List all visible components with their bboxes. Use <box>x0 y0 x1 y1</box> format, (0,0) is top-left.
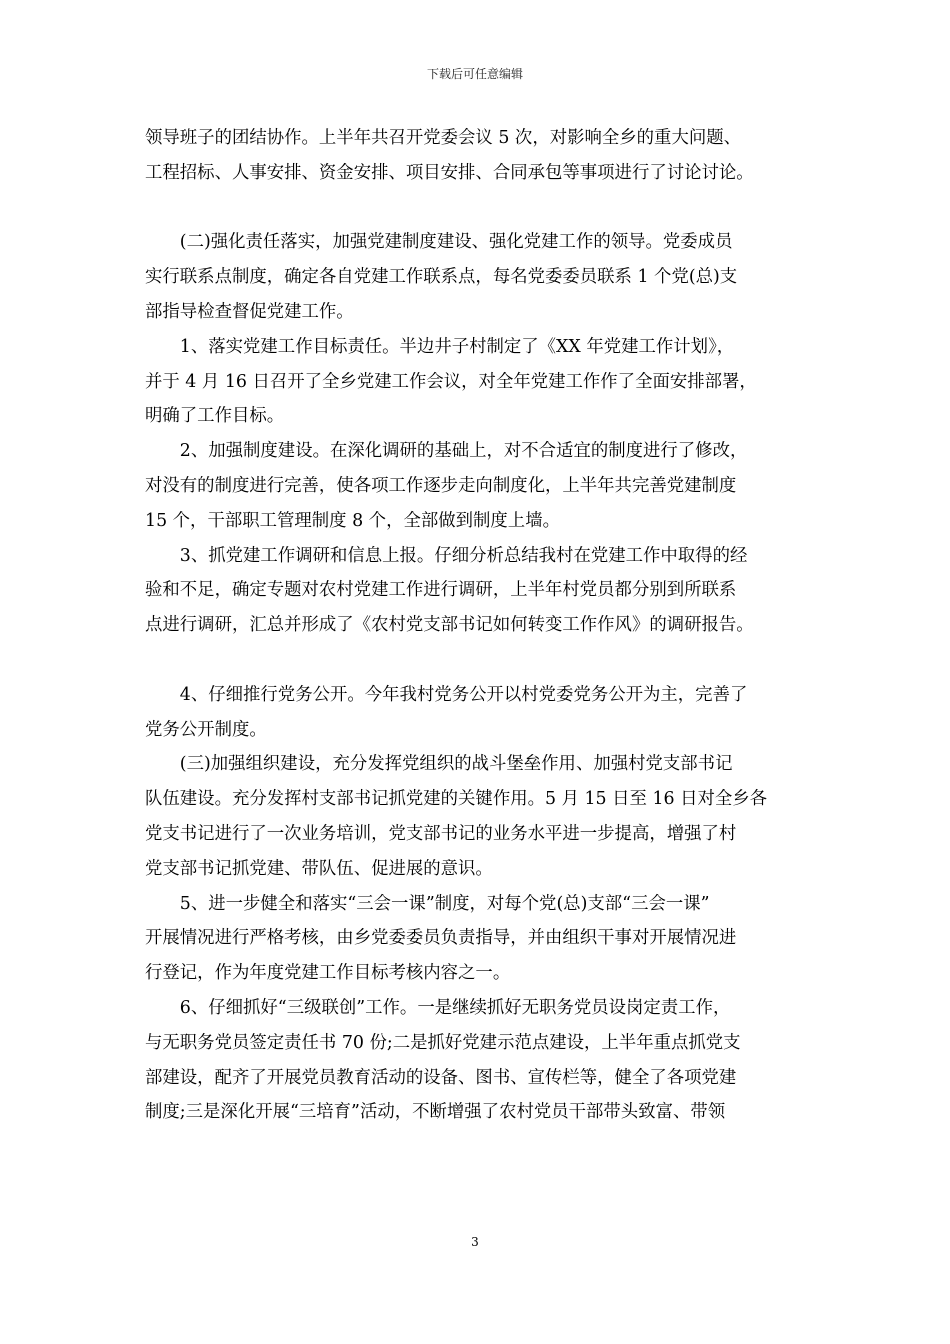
text-line: 党支书记进行了一次业务培训，党支部书记的业务水平进一步提高，增强了村 <box>145 823 737 844</box>
text-line: 点进行调研，汇总并形成了《农村党支部书记如何转变工作作风》的调研报告。 <box>145 615 754 636</box>
text-line: 对没有的制度进行完善，使各项工作逐步走向制度化，上半年共完善党建制度 <box>145 475 737 496</box>
page-header: 下载后可任意编辑 <box>426 67 523 81</box>
text-line: 制度;三是深化开展“三培育”活动，不断增强了农村党员干部带头致富、带领 <box>145 1102 726 1123</box>
text-line: 实行联系点制度，确定各自党建工作联系点，每名党委委员联系 1 个党(总)支 <box>145 267 738 288</box>
text-line: 15 个，干部职工管理制度 8 个，全部做到制度上墙。 <box>145 510 560 531</box>
text-line: 4、仔细推行党务公开。今年我村党务公开以村党委党务公开为主，完善了 <box>145 684 748 705</box>
text-line: 队伍建设。充分发挥村支部书记抓党建的关键作用。5 月 15 日至 16 日对全乡各 <box>145 789 768 810</box>
text-line: 3、抓党建工作调研和信息上报。仔细分析总结我村在党建工作中取得的经 <box>145 545 748 566</box>
paragraph-gap <box>145 643 817 678</box>
text-line: 开展情况进行严格考核，由乡党委委员负责指导，并由组织干事对开展情况进 <box>145 928 737 949</box>
text-line: (三)加强组织建设，充分发挥党组织的战斗堡垒作用、加强村党支部书记 <box>145 754 733 775</box>
text-line: (二)强化责任落实，加强党建制度建设、强化党建工作的领导。党委成员 <box>145 232 733 253</box>
text-line: 1、落实党建工作目标责任。半边井子村制定了《XX 年党建工作计划》， <box>145 336 735 357</box>
text-line: 部指导检查督促党建工作。 <box>145 301 354 322</box>
text-line: 领导班子的团结协作。上半年共召开党委会议 5 次，对影响全乡的重大问题、 <box>145 128 742 148</box>
text-line: 部建设，配齐了开展党员教育活动的设备、图书、宣传栏等，健全了各项党建 <box>145 1067 737 1088</box>
page-number: 3 <box>471 1235 479 1249</box>
text-line: 党支部书记抓党建、带队伍、促进展的意识。 <box>145 858 493 879</box>
text-line: 5、进一步健全和落实“三会一课”制度，对每个党(总)支部“三会一课” <box>145 893 710 914</box>
paragraph-gap <box>145 191 817 226</box>
text-line: 验和不足，确定专题对农村党建工作进行调研，上半年村党员都分别到所联系 <box>145 580 737 601</box>
text-line: 明确了工作目标。 <box>145 406 285 427</box>
text-line: 党务公开制度。 <box>145 719 267 740</box>
text-line: 与无职务党员签定责任书 70 份;二是抓好党建示范点建设，上半年重点抓党支 <box>145 1032 741 1053</box>
body-text <box>145 121 817 1130</box>
text-line: 工程招标、人事安排、资金安排、项目安排、合同承包等事项进行了讨论讨论。 <box>145 162 754 183</box>
text-line: 并于 4 月 16 日召开了全乡党建工作会议，对全年党建工作作了全面安排部署， <box>145 371 757 392</box>
text-line: 6、仔细抓好“三级联创”工作。一是继续抓好无职务党员设岗定责工作， <box>145 997 731 1018</box>
text-line: 行登记，作为年度党建工作目标考核内容之一。 <box>145 963 511 984</box>
text-line: 2、加强制度建设。在深化调研的基础上，对不合适宜的制度进行了修改， <box>145 441 748 462</box>
